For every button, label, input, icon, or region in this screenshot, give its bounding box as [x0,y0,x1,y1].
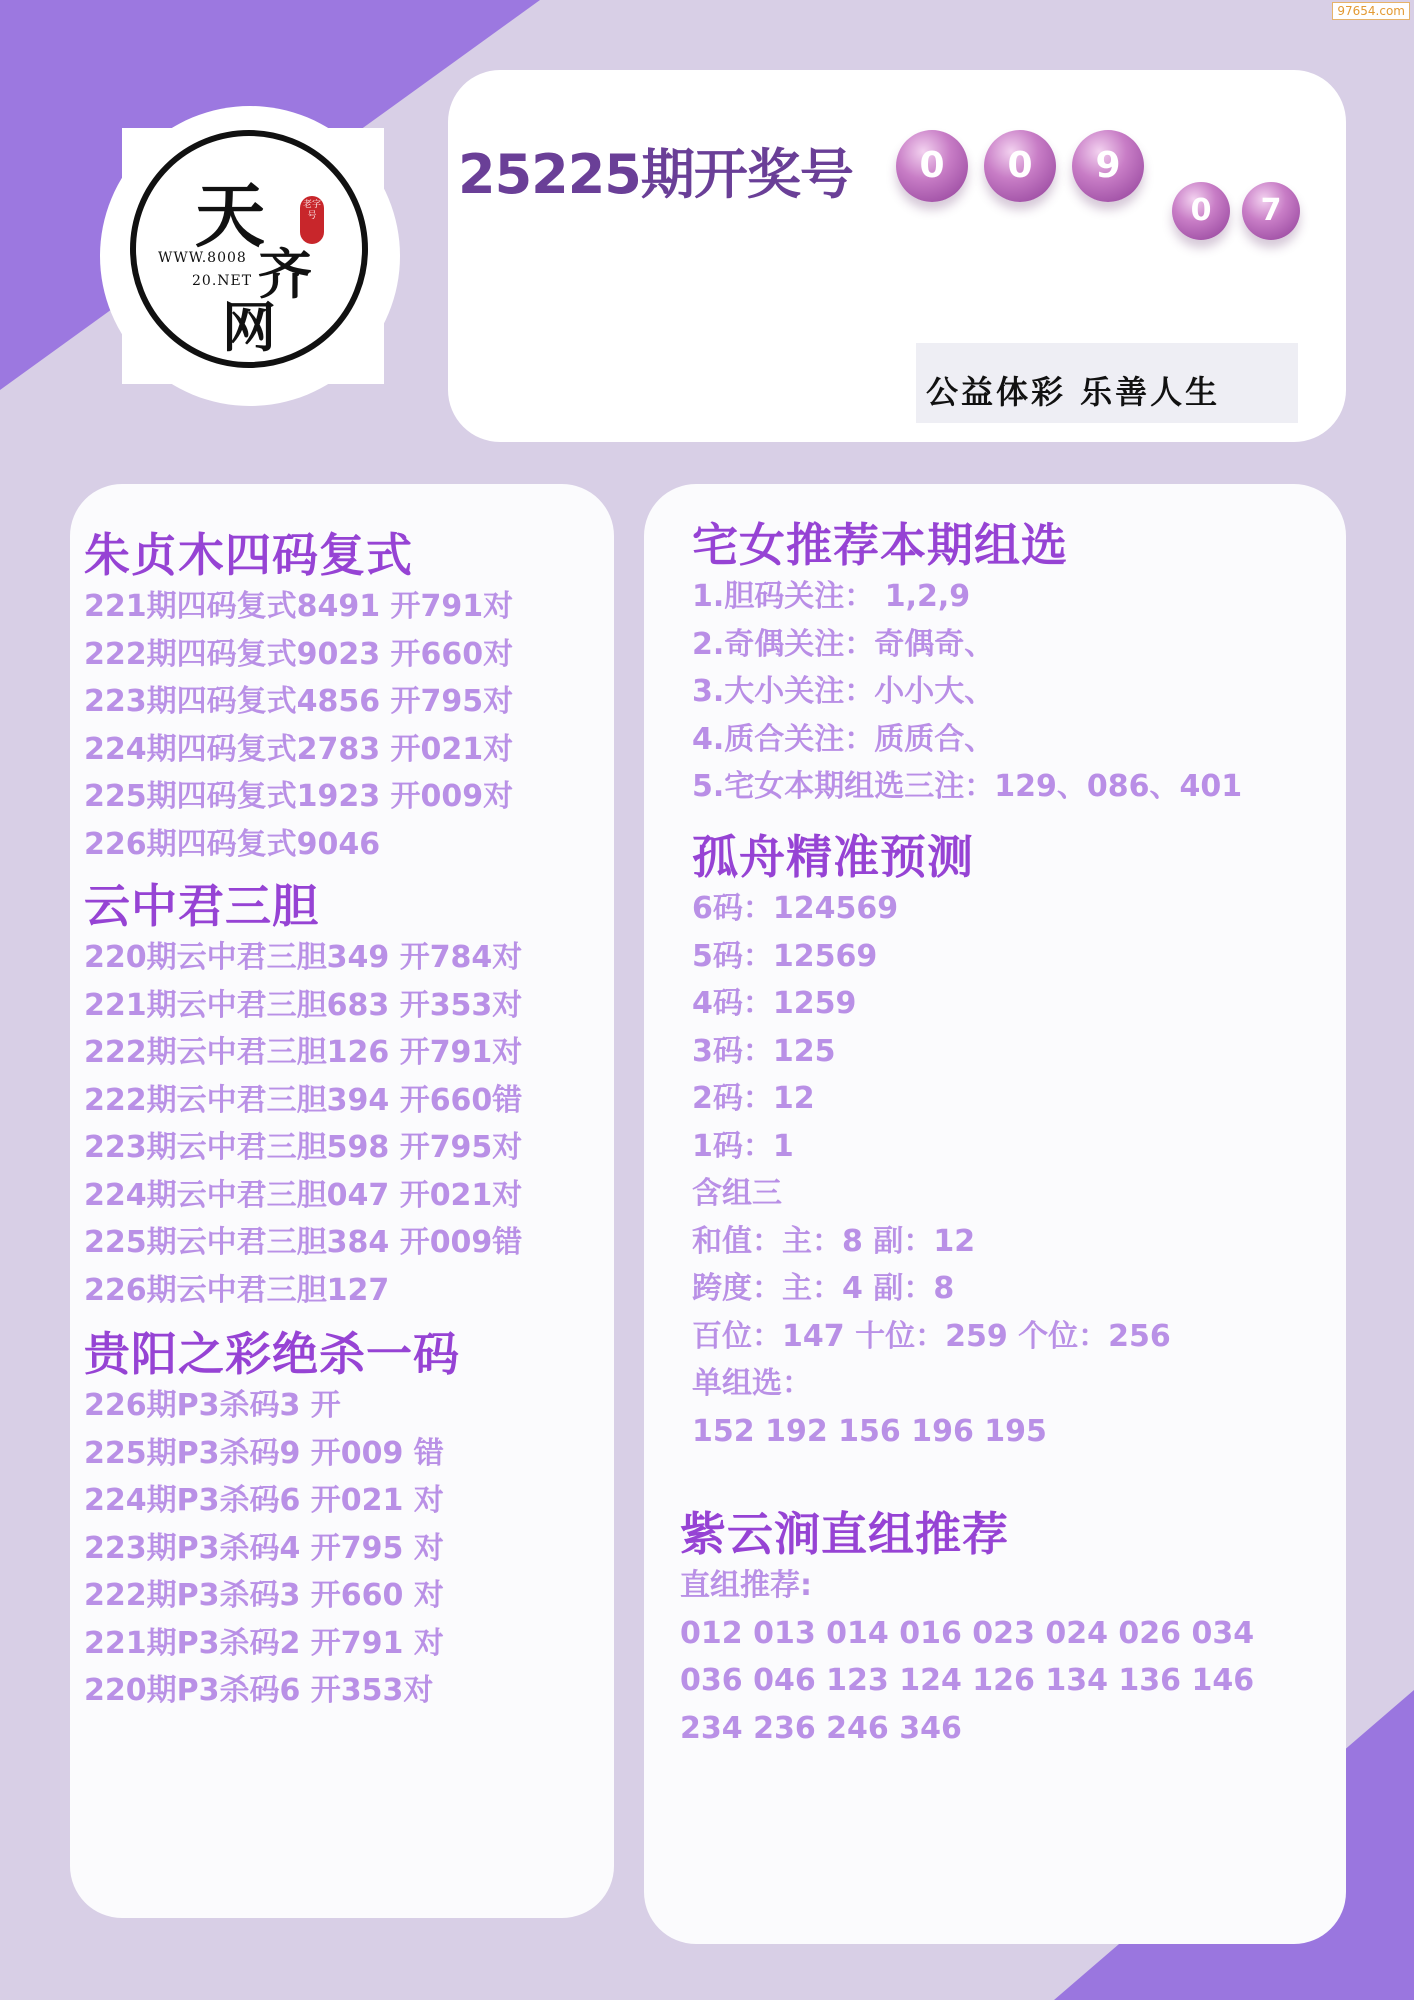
list-item: 225期云中君三胆384 开009错 [84,1225,523,1260]
list-item: 含组三 [692,1176,782,1211]
list-item: 2码：12 [692,1081,815,1116]
list-item: 4码：1259 [692,986,857,1021]
result-ball-2: 0 [984,130,1056,202]
list-item: 直组推荐: [680,1568,812,1603]
section-title: 宅女推荐本期组选 [692,518,1068,572]
list-item: 225期四码复式1923 开009对 [84,779,514,814]
logo-url-line-1: WWW.8008 [158,250,247,266]
logo-char-3: 网 [222,295,276,359]
list-item: 百位：147 十位：259 个位：256 [692,1318,1171,1354]
list-item: 5.宅女本期组选三注：129、086、401 [692,769,1243,804]
issue-title: 25225期开奖号 [458,143,853,206]
site-watermark: 97654.com [1332,2,1410,20]
result-ball-5: 7 [1242,182,1300,240]
section-kill-code [84,1326,460,1715]
list-item: 单组选： [692,1366,812,1401]
result-ball-3: 9 [1072,130,1144,202]
list-item: 036 046 123 124 126 134 136 146 [680,1663,1255,1698]
list-item: 3.大小关注：小小大、 [692,674,995,709]
list-item: 4.质合关注：质质合、 [692,721,995,757]
list-item: 222期云中君三胆394 开660错 [84,1082,523,1118]
list-item: 跨度：主：4 副：8 [692,1271,955,1306]
list-item: 221期P3杀码2 开791 对 [84,1625,444,1661]
logo-seal: 老字号 [300,196,324,244]
result-ball-4: 0 [1172,182,1230,240]
list-item: 222期P3杀码3 开660 对 [84,1578,444,1613]
list-item: 222期云中君三胆126 开791对 [84,1035,523,1070]
section-group-pick [692,517,1242,811]
list-item: 221期四码复式8491 开791对 [84,589,514,624]
list-item: 220期云中君三胆349 开784对 [84,940,523,975]
section-title: 云中君三胆 [84,879,319,933]
list-item: 223期云中君三胆598 开795对 [84,1130,523,1165]
list-item: 152 192 156 196 195 [692,1413,1047,1449]
list-item: 226期四码复式9046 [84,826,381,862]
list-item: 222期四码复式9023 开660对 [84,636,514,672]
result-ball-1: 0 [896,130,968,202]
section-four-code [84,527,513,868]
list-item: 012 013 014 016 023 024 026 034 [680,1615,1255,1651]
list-item: 1码：1 [692,1128,794,1164]
section-precise-forecast [692,829,1171,1455]
list-item: 3码：125 [692,1033,836,1069]
section-title: 朱贞木四码复式 [84,528,413,582]
list-item: 5码：12569 [692,938,878,974]
list-item: 223期四码复式4856 开795对 [84,684,514,719]
list-item: 224期云中君三胆047 开021对 [84,1177,523,1213]
list-item: 1.胆码关注： 1,2,9 [692,579,971,614]
list-item: 224期四码复式2783 开021对 [84,731,514,767]
section-title: 贵阳之彩绝杀一码 [84,1327,460,1381]
section-three-dan [84,878,522,1314]
list-item: 226期云中君三胆127 [84,1272,390,1308]
list-item: 234 236 246 346 [680,1710,962,1746]
logo-url-line-2: 20.NET [192,273,253,289]
list-item: 226期P3杀码3 开 [84,1388,341,1423]
list-item: 2.奇偶关注：奇偶奇、 [692,626,995,662]
list-item: 223期P3杀码4 开795 对 [84,1530,444,1566]
section-title: 孤舟精准预测 [692,830,974,884]
list-item: 220期P3杀码6 开353对 [84,1673,434,1708]
list-item: 6码：124569 [692,891,899,926]
list-item: 221期云中君三胆683 开353对 [84,987,523,1023]
list-item: 224期P3杀码6 开021 对 [84,1483,444,1518]
list-item: 和值：主：8 副：12 [692,1223,976,1259]
list-item: 225期P3杀码9 开009 错 [84,1435,444,1471]
section-direct-group [680,1506,1254,1752]
section-title: 紫云涧直组推荐 [680,1507,1009,1561]
logo-char-2: 齐 [258,242,312,306]
logo-char-1: 天 [195,174,265,257]
slogan-text: 公益体彩 乐善人生 [926,373,1221,411]
